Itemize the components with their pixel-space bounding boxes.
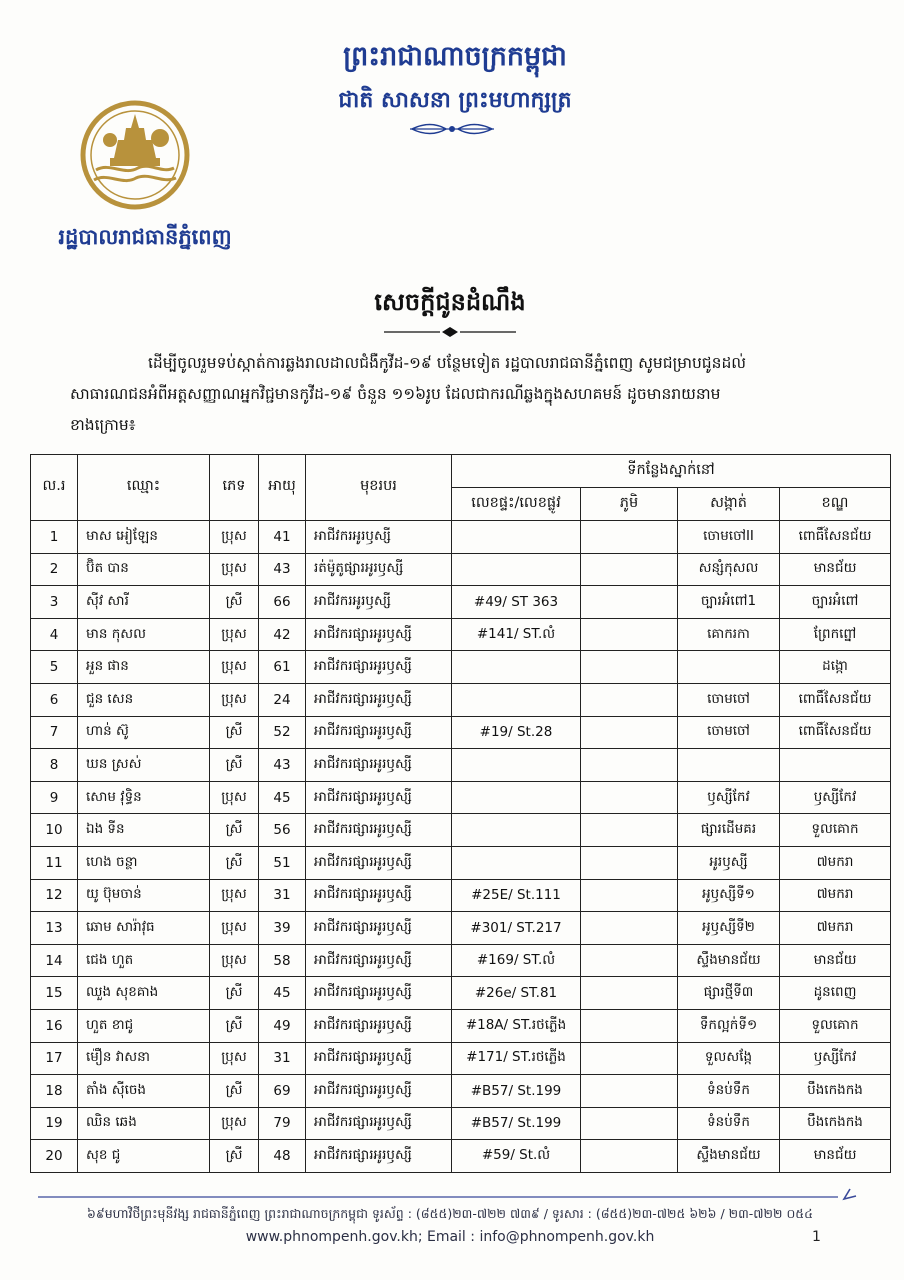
intro-paragraph xyxy=(70,348,870,441)
row-no: 19 xyxy=(31,1107,78,1140)
row-district: ៧មករា xyxy=(780,846,891,879)
row-name: ឯង ទីន xyxy=(78,814,210,847)
row-village xyxy=(581,846,678,879)
row-sex: ស្រី xyxy=(210,586,259,619)
row-commune: ចោមចៅII xyxy=(678,521,780,554)
row-sex: ប្រុស xyxy=(210,651,259,684)
row-commune: ចោមចៅ xyxy=(678,683,780,716)
row-village xyxy=(581,553,678,586)
row-name: ឃន ស្រស់ xyxy=(78,749,210,782)
row-no: 15 xyxy=(31,977,78,1010)
row-district: ៧មករា xyxy=(780,912,891,945)
row-house-street xyxy=(452,749,581,782)
row-village xyxy=(581,1075,678,1108)
row-name: ជេង ហួត xyxy=(78,944,210,977)
row-no: 16 xyxy=(31,1009,78,1042)
row-sex: ប្រុស xyxy=(210,781,259,814)
intro-line: ដើម្បីចូលរួមទប់ស្កាត់ការឆ្លងរាលដាលជំងឺកូវីដ-១៩ បន្ថែមទៀត រដ្ឋបាលរាជធានីភ្នំពេញ សូមជម្រាបជូនដល់ xyxy=(148,354,747,372)
row-commune: ច្បារអំពៅ1 xyxy=(678,586,780,619)
row-commune: ចោមចៅ xyxy=(678,716,780,749)
row-village xyxy=(581,618,678,651)
row-name: ប៊ិត បាន xyxy=(78,553,210,586)
row-village xyxy=(581,1042,678,1075)
row-age: 58 xyxy=(259,944,306,977)
row-sex: ស្រី xyxy=(210,1140,259,1173)
row-no: 1 xyxy=(31,521,78,554)
row-age: 43 xyxy=(259,553,306,586)
row-age: 31 xyxy=(259,879,306,912)
row-name: ជួន សេន xyxy=(78,683,210,716)
table-row xyxy=(31,651,891,684)
row-village xyxy=(581,683,678,716)
row-village xyxy=(581,586,678,619)
row-village xyxy=(581,1009,678,1042)
row-occupation: អាជីវករផ្សារអូរឫស្សី xyxy=(306,1107,452,1140)
row-house-street: #25E/ St.111 xyxy=(452,879,581,912)
row-sex: ប្រុស xyxy=(210,553,259,586)
table-row xyxy=(31,521,891,554)
administration-name: រដ្ឋបាលរាជធានីភ្នំពេញ xyxy=(58,224,232,249)
row-age: 48 xyxy=(259,1140,306,1173)
table-row xyxy=(31,879,891,912)
row-house-street xyxy=(452,846,581,879)
row-name: ហាន់ ស៊ូ xyxy=(78,716,210,749)
row-house-street: #26e/ ST.81 xyxy=(452,977,581,1010)
row-no: 4 xyxy=(31,618,78,651)
row-age: 45 xyxy=(259,781,306,814)
row-occupation: អាជីវករផ្សារអូរឫស្សី xyxy=(306,944,452,977)
row-no: 11 xyxy=(31,846,78,879)
table-row xyxy=(31,716,891,749)
row-occupation: អាជីវករផ្សារអូរឫស្សី xyxy=(306,1140,452,1173)
row-house-street xyxy=(452,683,581,716)
row-sex: ស្រី xyxy=(210,814,259,847)
table-row xyxy=(31,1042,891,1075)
header-village: ភូមិ xyxy=(581,488,678,521)
row-name: ហួត ខាជូ xyxy=(78,1009,210,1042)
document-title: សេចក្ដីជូនដំណឹង xyxy=(374,288,526,316)
row-age: 66 xyxy=(259,586,306,619)
row-commune xyxy=(678,749,780,782)
row-name: មាន កុសល xyxy=(78,618,210,651)
row-no: 6 xyxy=(31,683,78,716)
row-commune: ស្ទឹងមានជ័យ xyxy=(678,944,780,977)
row-sex: ប្រុស xyxy=(210,879,259,912)
row-no: 7 xyxy=(31,716,78,749)
row-name: ស៊ីវ សារី xyxy=(78,586,210,619)
row-no: 2 xyxy=(31,553,78,586)
row-no: 17 xyxy=(31,1042,78,1075)
row-sex: ប្រុស xyxy=(210,912,259,945)
kingdom-heading: ព្រះរាជាណាចក្រកម្ពុជា xyxy=(343,41,567,72)
row-occupation: អាជីវករផ្សារអូរឫស្សី xyxy=(306,977,452,1010)
row-name: អួន ផាន xyxy=(78,651,210,684)
row-age: 24 xyxy=(259,683,306,716)
row-occupation: អាជីវករផ្សារអូរឫស្សី xyxy=(306,814,452,847)
cases-table-body xyxy=(31,521,891,1173)
row-age: 51 xyxy=(259,846,306,879)
row-commune: អូឫស្សីទី២ xyxy=(678,912,780,945)
row-district xyxy=(780,749,891,782)
row-name: ឈួង សុខគាង xyxy=(78,977,210,1010)
row-age: 69 xyxy=(259,1075,306,1108)
row-name: ឈិន ឆេង xyxy=(78,1107,210,1140)
row-commune: អូឫស្សីទី១ xyxy=(678,879,780,912)
row-house-street xyxy=(452,814,581,847)
row-no: 10 xyxy=(31,814,78,847)
row-occupation: អាជីវករផ្សារអូរឫស្សី xyxy=(306,879,452,912)
row-no: 9 xyxy=(31,781,78,814)
row-village xyxy=(581,781,678,814)
table-row xyxy=(31,944,891,977)
table-row xyxy=(31,977,891,1010)
row-district: ឫស្សីកែវ xyxy=(780,781,891,814)
page-number: 1 xyxy=(812,1229,821,1245)
table-row xyxy=(31,1009,891,1042)
row-district: ដូនពេញ xyxy=(780,977,891,1010)
row-commune: គោករកា xyxy=(678,618,780,651)
table-row xyxy=(31,749,891,782)
table-row xyxy=(31,586,891,619)
row-sex: ប្រុស xyxy=(210,1107,259,1140)
row-name: សោម វុទ្ធិន xyxy=(78,781,210,814)
row-occupation: អាជីវករផ្សារអូរឫស្សី xyxy=(306,912,452,945)
row-sex: ស្រី xyxy=(210,846,259,879)
row-no: 18 xyxy=(31,1075,78,1108)
row-village xyxy=(581,944,678,977)
table-row xyxy=(31,1075,891,1108)
row-age: 41 xyxy=(259,521,306,554)
row-age: 42 xyxy=(259,618,306,651)
row-house-street: #169/ ST.លំ xyxy=(452,944,581,977)
row-village xyxy=(581,651,678,684)
row-sex: ប្រុស xyxy=(210,944,259,977)
row-village xyxy=(581,814,678,847)
row-name: តាំង ស៊ីចេង xyxy=(78,1075,210,1108)
row-village xyxy=(581,977,678,1010)
row-occupation: អាជីវករផ្សារអូរឫស្សី xyxy=(306,846,452,879)
row-age: 52 xyxy=(259,716,306,749)
footer-contact[interactable]: www.phnompenh.gov.kh; Email : info@phnompenh.gov.kh xyxy=(245,1229,655,1245)
footer-divider xyxy=(38,1188,858,1202)
intro-line: សាធារណជនអំពីអត្តសញ្ញាណអ្នកវិជ្ជមានកូវីដ-១៩ ចំនួន ១១៦រូប ដែលជាករណីឆ្លងក្នុងសហគមន៍ ដូចមានរាយនាម xyxy=(70,385,721,403)
row-age: 56 xyxy=(259,814,306,847)
row-no: 12 xyxy=(31,879,78,912)
row-district: ច្បារអំពៅ xyxy=(780,586,891,619)
row-occupation: រត់ម៉ូតូផ្សារអូរឫស្សី xyxy=(306,553,452,586)
row-commune: ឫស្សីកែវ xyxy=(678,781,780,814)
row-district: មានជ័យ xyxy=(780,1140,891,1173)
row-sex: ស្រី xyxy=(210,1075,259,1108)
table-row xyxy=(31,814,891,847)
row-occupation: អាជីវករផ្សារអូរឫស្សី xyxy=(306,618,452,651)
row-house-street: #141/ ST.លំ xyxy=(452,618,581,651)
title-ornament-icon xyxy=(380,326,520,338)
row-sex: ប្រុស xyxy=(210,683,259,716)
header-sex: ភេទ xyxy=(210,455,259,521)
row-district: ពោធិ៍សែនជ័យ xyxy=(780,716,891,749)
row-house-street: #19/ St.28 xyxy=(452,716,581,749)
row-commune: ទំនប់ទឹក xyxy=(678,1075,780,1108)
row-name: ម៉ឿន វាសនា xyxy=(78,1042,210,1075)
row-village xyxy=(581,521,678,554)
row-village xyxy=(581,1107,678,1140)
row-house-street: #171/ ST.រថភ្លើង xyxy=(452,1042,581,1075)
row-house-street: #49/ ST 363 xyxy=(452,586,581,619)
row-house-street: #59/ St.លំ xyxy=(452,1140,581,1173)
row-occupation: អាជីវករផ្សារអូរឫស្សី xyxy=(306,1075,452,1108)
row-house-street xyxy=(452,781,581,814)
row-age: 61 xyxy=(259,651,306,684)
row-name: ហេង ចន្ថា xyxy=(78,846,210,879)
row-commune: ស្ទឹងមានជ័យ xyxy=(678,1140,780,1173)
row-occupation: អាជីវករផ្សារអូរឫស្សី xyxy=(306,651,452,684)
row-no: 14 xyxy=(31,944,78,977)
flourish-ornament-icon xyxy=(410,122,494,136)
row-house-street: #B57/ St.199 xyxy=(452,1075,581,1108)
row-district: មានជ័យ xyxy=(780,944,891,977)
table-row xyxy=(31,683,891,716)
row-house-street: #B57/ St.199 xyxy=(452,1107,581,1140)
table-row xyxy=(31,553,891,586)
row-no: 8 xyxy=(31,749,78,782)
row-district: ទួលគោក xyxy=(780,1009,891,1042)
row-name: មាស អៀឡែន xyxy=(78,521,210,554)
row-no: 3 xyxy=(31,586,78,619)
row-district: ទួលគោក xyxy=(780,814,891,847)
row-sex: ប្រុស xyxy=(210,618,259,651)
row-village xyxy=(581,749,678,782)
table-row xyxy=(31,781,891,814)
row-occupation: អាជីវករផ្សារអូរឫស្សី xyxy=(306,716,452,749)
row-sex: ស្រី xyxy=(210,749,259,782)
row-commune: អូរឫស្សី xyxy=(678,846,780,879)
row-occupation: អាជីវករផ្សារអូរឫស្សី xyxy=(306,781,452,814)
row-commune: ទួលសង្កែ xyxy=(678,1042,780,1075)
row-village xyxy=(581,716,678,749)
row-name: យូ ប៊ុមចាន់ xyxy=(78,879,210,912)
row-district: បឹងកេងកង xyxy=(780,1075,891,1108)
header-name: ឈ្មោះ xyxy=(78,455,210,521)
row-district: ព្រែកព្នៅ xyxy=(780,618,891,651)
row-district: ពោធិ៍សែនជ័យ xyxy=(780,521,891,554)
header-commune: សង្កាត់ xyxy=(678,488,780,521)
row-commune: ផ្សារដើមគរ xyxy=(678,814,780,847)
row-occupation: អាជីវករផ្សារអូរឫស្សី xyxy=(306,1042,452,1075)
row-no: 20 xyxy=(31,1140,78,1173)
row-district: បឹងកេងកង xyxy=(780,1107,891,1140)
header-house-street: លេខផ្ទះ/លេខផ្លូវ xyxy=(452,488,581,521)
row-age: 45 xyxy=(259,977,306,1010)
row-commune xyxy=(678,651,780,684)
row-house-street xyxy=(452,521,581,554)
row-name: សុខ ជូ xyxy=(78,1140,210,1173)
row-commune: សន្សំកុសល xyxy=(678,553,780,586)
table-row xyxy=(31,846,891,879)
row-age: 31 xyxy=(259,1042,306,1075)
row-district: ដង្កោ xyxy=(780,651,891,684)
row-age: 43 xyxy=(259,749,306,782)
header-no: ល.រ xyxy=(31,455,78,521)
header-residence: ទីកន្លែងស្នាក់នៅ xyxy=(452,455,891,488)
row-commune: ទឹកល្អក់ទី១ xyxy=(678,1009,780,1042)
row-occupation: អាជីវករអូរឫស្សី xyxy=(306,586,452,619)
cases-table xyxy=(30,454,891,1173)
row-house-street: #18A/ ST.រថភ្លើង xyxy=(452,1009,581,1042)
row-sex: ប្រុស xyxy=(210,521,259,554)
row-age: 49 xyxy=(259,1009,306,1042)
header-district: ខណ្ឌ xyxy=(780,488,891,521)
row-house-street xyxy=(452,553,581,586)
row-age: 79 xyxy=(259,1107,306,1140)
table-row xyxy=(31,1107,891,1140)
row-occupation: អាជីវករផ្សារអូរឫស្សី xyxy=(306,683,452,716)
national-motto: ជាតិ សាសនា ព្រះមហាក្សត្រ xyxy=(338,87,572,113)
row-commune: ទំនប់ទឹក xyxy=(678,1107,780,1140)
row-district: មានជ័យ xyxy=(780,553,891,586)
row-sex: ស្រី xyxy=(210,1009,259,1042)
row-village xyxy=(581,1140,678,1173)
header-age: អាយុ xyxy=(259,455,306,521)
phnom-penh-seal-icon xyxy=(80,100,190,210)
row-district: ឫស្សីកែវ xyxy=(780,1042,891,1075)
row-no: 5 xyxy=(31,651,78,684)
row-no: 13 xyxy=(31,912,78,945)
table-row xyxy=(31,1140,891,1173)
row-occupation: អាជីវករផ្សារអូរឫស្សី xyxy=(306,749,452,782)
footer-address: ៦៩មហាវិថីព្រះមុនីវង្ស រាជធានីភ្នំពេញ ព្រះរាជាណាចក្រកម្ពុជា ទូរស័ព្ទ : (៨៥៥)២៣-៧២២ ៧៣៩ / ទូរសារ : (៨៥៥)២៣-៧២៥ ៦២៦ / ២៣-៧២២ ០៥៤ xyxy=(87,1206,813,1221)
row-sex: ស្រី xyxy=(210,716,259,749)
header-occupation: មុខរបរ xyxy=(306,455,452,521)
table-row xyxy=(31,912,891,945)
row-occupation: អាជីវករផ្សារអូរឫស្សី xyxy=(306,1009,452,1042)
row-commune: ផ្សារថ្មីទី៣ xyxy=(678,977,780,1010)
table-row xyxy=(31,618,891,651)
row-house-street xyxy=(452,651,581,684)
row-sex: ប្រុស xyxy=(210,1042,259,1075)
row-age: 39 xyxy=(259,912,306,945)
row-village xyxy=(581,912,678,945)
row-district: ៧មករា xyxy=(780,879,891,912)
row-house-street: #301/ ST.217 xyxy=(452,912,581,945)
intro-line: ខាងក្រោម៖ xyxy=(70,416,136,434)
row-name: ឆោម សារ៉ាវុធ xyxy=(78,912,210,945)
row-district: ពោធិ៍សែនជ័យ xyxy=(780,683,891,716)
row-sex: ស្រី xyxy=(210,977,259,1010)
row-occupation: អាជីវករអូរឫស្សី xyxy=(306,521,452,554)
row-village xyxy=(581,879,678,912)
